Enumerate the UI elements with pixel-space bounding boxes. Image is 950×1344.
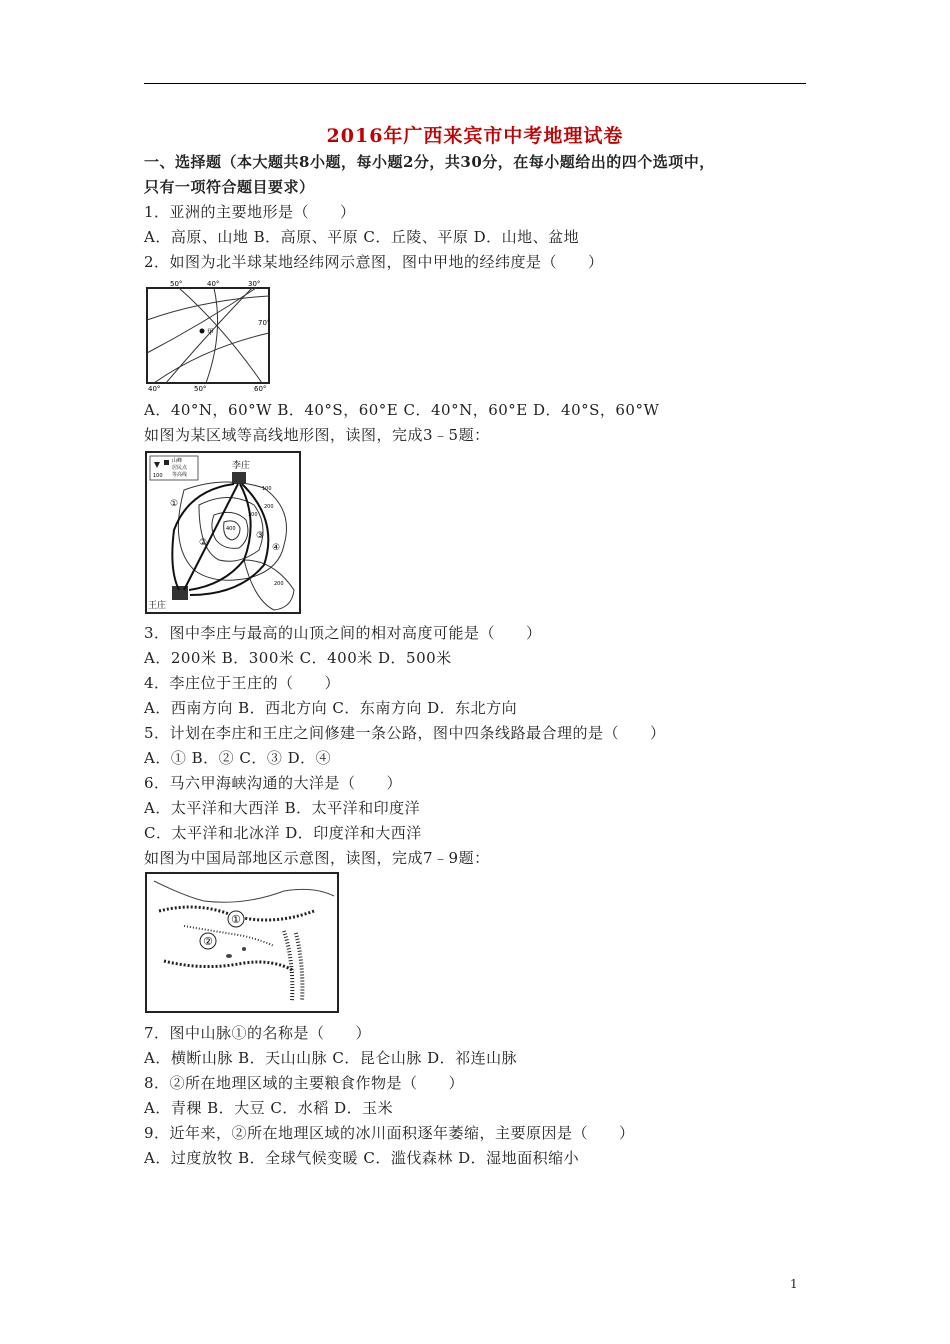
point-jia-label: 甲 (207, 328, 214, 336)
contour-value: 300 (248, 512, 258, 518)
question-1-options: A．高原、山地 B．高原、平原 C．丘陵、平原 D．山地、盆地 (144, 228, 580, 246)
question-5-options: A．① B．② C．③ D．④ (144, 749, 332, 767)
question-7: 7．图中山脉①的名称是（ ） (144, 1024, 372, 1042)
question-9: 9．近年来，②所在地理区域的冰川面积逐年萎缩，主要原因是（ ） (144, 1124, 635, 1142)
lake (226, 954, 232, 958)
top-label: 50° (170, 280, 183, 288)
point-jia (200, 329, 205, 334)
legend-item: 等高线 (172, 472, 188, 478)
contour-figure (144, 450, 302, 615)
route-label: ④ (272, 543, 281, 553)
question-3: 3．图中李庄与最高的山顶之间的相对高度可能是（ ） (144, 624, 542, 642)
graticule-figure (144, 278, 274, 393)
bottom-label: 40° (148, 385, 161, 393)
legend-value: 100 (153, 473, 163, 479)
question-6: 6．马六甲海峡沟通的大洋是（ ） (144, 774, 403, 792)
question-2: 2．如图为北半球某地经纬网示意图，图中甲地的经纬度是（ ） (144, 253, 604, 271)
bottom-label: 60° (254, 385, 267, 393)
contour-value: 400 (226, 526, 236, 532)
question-2-options: A．40°N，60°W B．40°S，60°E C．40°N，60°E D．40°S，60°W (144, 401, 660, 419)
map-label: ② (203, 935, 213, 948)
lake (242, 947, 246, 951)
meridian-line (179, 288, 262, 383)
question-8: 8．②所在地理区域的主要粮食作物是（ ） (144, 1074, 465, 1092)
page-title: 2016年广西来宾市中考地理试卷 (326, 125, 624, 147)
map-frame (146, 873, 338, 1012)
page-number: 1 (790, 1277, 798, 1291)
bottom-label: 50° (194, 385, 207, 393)
question-3-options: A．200米 B．300米 C．400米 D．500米 (144, 649, 452, 667)
contour-frame (146, 452, 300, 613)
question-6-options: A．太平洋和大西洋 B．太平洋和印度洋 (144, 799, 421, 817)
right-label: 70° (258, 319, 271, 327)
route-label: ① (170, 499, 179, 509)
intro-7-9: 如图为中国局部地区示意图，读图，完成7﹣9题： (144, 849, 490, 867)
contour-value: 200 (274, 581, 284, 587)
question-9-options: A．过度放牧 B．全球气候变暖 C．滥伐森林 D．湿地面积缩小 (144, 1149, 580, 1167)
question-5: 5．计划在李庄和王庄之间修建一条公路，图中四条线路最合理的是（ ） (144, 724, 666, 742)
question-4: 4．李庄位于王庄的（ ） (144, 674, 341, 692)
question-8-options: A．青稞 B．大豆 C．水稻 D．玉米 (144, 1099, 394, 1117)
legend-village-icon (164, 460, 169, 465)
top-label: 30° (248, 280, 261, 288)
map-label: ① (231, 913, 241, 926)
latitude-line (147, 288, 256, 353)
village-li-marker (232, 472, 246, 484)
china-map-figure (144, 871, 340, 1014)
question-7-options: A．横断山脉 B．天山山脉 C．昆仑山脉 D．祁连山脉 (144, 1049, 518, 1067)
contour-value: 100 (262, 486, 272, 492)
section-heading-cont: 只有一项符合题目要求） (144, 178, 315, 196)
legend-item: 居民点 (172, 465, 188, 471)
latitude-line (154, 333, 269, 383)
top-label: 40° (207, 280, 220, 288)
route-label: ② (199, 538, 208, 548)
header-rule (144, 83, 806, 84)
intro-3-5: 如图为某区域等高线地形图，读图，完成3﹣5题： (144, 426, 490, 444)
question-4-options: A．西南方向 B．西北方向 C．东南方向 D．东北方向 (144, 699, 518, 717)
village-wang-label: 王庄 (148, 601, 167, 611)
section-heading: 一、选择题（本大题共8小题，每小题2分，共30分，在每小题给出的四个选项中， (144, 153, 715, 171)
village-li-label: 李庄 (232, 461, 251, 471)
question-1: 1．亚洲的主要地形是（ ） (144, 203, 356, 221)
route-label: ③ (256, 531, 265, 541)
contour-value: 200 (264, 504, 274, 510)
question-6-options-cont: C．太平洋和北冰洋 D．印度洋和大西洋 (144, 824, 422, 842)
legend-item: 山峰 (172, 458, 183, 464)
